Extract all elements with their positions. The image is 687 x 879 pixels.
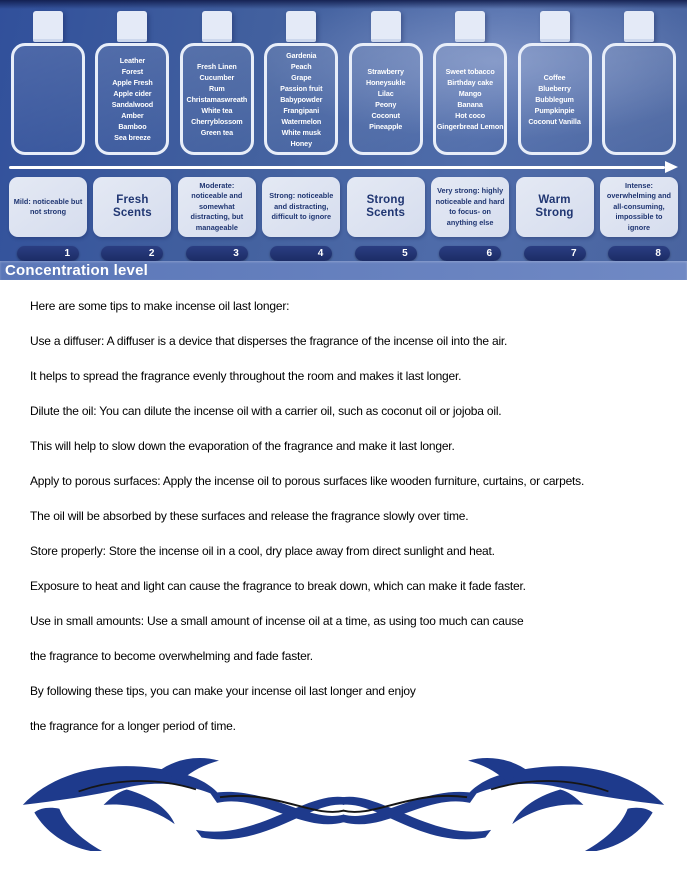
scent-name: Apple Fresh [112,78,153,87]
tips-section [0,280,687,736]
scent-name: Pumpkinpie [534,105,575,115]
level-number-pill [17,246,79,261]
scent-list [280,50,322,149]
scent-name: Coffee [543,72,566,82]
pills-row [0,246,687,261]
scent-name: Sea breeze [114,133,151,142]
scent-name: Grape [291,72,312,82]
scent-bottle [262,11,340,155]
level-label: Strong: noticeable and distracting, difficult to ignore [269,191,334,222]
level-number: 8 [655,248,661,259]
level-number-pill [608,246,670,261]
bottle-cap-icon [455,11,485,42]
scent-bottle [178,11,256,155]
scent-bottle [431,11,509,155]
pill-column [93,246,171,261]
scent-name: Amber [121,111,144,120]
level-column [600,177,678,237]
tip-line: the fragrance to become overwhelming and fade faster. [30,649,313,663]
bottle-body [264,43,338,155]
scent-name: Babypowder [280,94,323,104]
scent-name: Bubblegum [535,94,574,104]
bottle-cap-icon [33,11,63,42]
scent-name: Blueberry [538,83,571,93]
bottle-cap-icon [286,11,316,42]
arrow-right-icon [0,161,687,173]
level-number: 2 [148,248,155,259]
scent-name: Frangipani [283,105,320,115]
scent-name: Hot coco [455,111,486,120]
scent-list [437,66,504,132]
level-column [516,177,594,237]
scent-name: Passion fruit [280,83,323,93]
bottle-cap-icon [202,11,232,42]
tip-line: Here are some tips to make incense oil last longer: [30,299,290,313]
scent-list [528,72,580,127]
tip-line: This will help to slow down the evaporation of the fragrance and make it last longer. [30,439,455,453]
bottle-body [11,43,85,155]
level-label: Warm Strong [535,194,574,219]
level-number: 4 [317,248,324,259]
pill-column [262,246,340,261]
bottle-cap-icon [624,11,654,42]
tip-line: The oil will be absorbed by these surfaces and release the fragrance slowly over time. [30,509,469,523]
level-column [9,177,87,237]
bottle-body [602,43,676,155]
scent-name: Gingerbread Lemon [436,122,504,131]
scent-bottle [93,11,171,155]
scent-name: Green tea [200,127,233,137]
scent-name: White tea [201,105,233,115]
scent-name: Banana [457,100,483,109]
scent-name: Christamaswreath [186,94,248,104]
bottle-cap-icon [117,11,147,42]
fragrance-scale-banner [0,0,687,280]
tip-line: Apply to porous surfaces: Apply the incense oil to porous surfaces like wooden furniture, curtains, or carpets. [30,474,585,488]
scent-name: Mango [458,89,482,98]
tribal-divider [0,751,687,856]
bottle-body [180,43,254,155]
scent-name: Sandalwood [111,100,154,109]
scent-name: Lilac [377,89,394,98]
tip-line: Store properly: Store the incense oil in a cool, dry place away from direct sunlight and heat. [30,544,495,558]
levels-row [0,177,687,237]
tip-line: Exposure to heat and light can cause the fragrance to break down, which can make it fade faster. [30,579,526,593]
scent-name: Birthday cake [447,78,494,87]
scent-list [366,66,405,132]
level-number-pill [524,246,586,261]
level-box [9,177,87,237]
pill-column [178,246,256,261]
scent-name: Gardenia [286,50,317,60]
scent-name: White musk [281,127,321,137]
level-number: 5 [402,248,408,259]
level-number-pill [101,246,163,261]
bottles-row [0,0,687,155]
level-box [516,177,594,237]
bottle-cap-icon [371,11,401,42]
scent-name: Coconut [371,111,400,120]
scent-name: Sweet tobacco [445,67,495,76]
scent-name: Bamboo [118,122,147,131]
concentration-axis-strip [0,261,687,280]
scent-bottle [600,11,678,155]
pill-column [431,246,509,261]
scent-name: Leather [119,56,146,65]
level-box [178,177,256,237]
concentration-label: Concentration level [5,262,148,279]
level-number: 1 [64,248,70,259]
pill-column [347,246,425,261]
scent-name: Rum [209,83,225,93]
scent-bottle [347,11,425,155]
scent-name: Peony [375,100,397,109]
tribal-divider-icon [0,751,687,851]
tip-line: Use a diffuser: A diffuser is a device that disperses the fragrance of the incense oil into the air. [30,334,508,348]
scent-name: Fresh Linen [197,61,237,71]
level-label: Fresh Scents [112,194,152,219]
tip-line: the fragrance for a longer period of time. [30,719,236,733]
bottle-cap-icon [540,11,570,42]
scent-bottle [9,11,87,155]
scent-name: Honeysukle [366,78,406,87]
scent-name: Coconut Vanilla [528,116,581,126]
scent-name: Apple cider [113,89,152,98]
tip-line: Dilute the oil: You can dilute the incense oil with a carrier oil, such as coconut oil or jojoba oil. [30,404,502,418]
tip-line: By following these tips, you can make your incense oil last longer and enjoy [30,684,416,698]
level-column [262,177,340,237]
scent-list [186,61,247,138]
scent-bottle [516,11,594,155]
level-column [93,177,171,237]
level-number-pill [270,246,332,261]
level-number: 6 [486,248,493,259]
level-number: 7 [570,248,577,259]
level-box [93,177,171,237]
arrow-head [665,161,678,173]
level-label: Mild: noticeable but not strong [13,196,83,216]
level-column [178,177,256,237]
scent-name: Forest [121,67,144,76]
level-column [431,177,509,237]
level-label: Intense: overwhelming and all-consuming, impossible to ignore [606,180,671,232]
pill-column [516,246,594,261]
scent-name: Strawberry [367,67,404,76]
level-column [347,177,425,237]
scent-name: Cherryblossom [191,116,243,126]
scent-name: Watermelon [281,116,322,126]
arrow-line [9,166,665,169]
bottle-body [349,43,423,155]
level-number-pill [355,246,417,261]
level-box [347,177,425,237]
level-label: Very strong: highly noticeable and hard to focus- on anything else [435,186,505,227]
scent-name: Honey [290,138,312,148]
scent-list [112,55,153,143]
level-box [262,177,340,237]
pill-column [600,246,678,261]
level-box [600,177,678,237]
tip-line: It helps to spread the fragrance evenly throughout the room and makes it last longer. [30,369,462,383]
level-number-pill [439,246,501,261]
scent-name: Pineapple [369,122,403,131]
bottle-body [95,43,169,155]
bottle-body [433,43,507,155]
tip-line: Use in small amounts: Use a small amount of incense oil at a time, as using too much can cause [30,614,524,628]
level-label: Strong Scents [366,194,406,219]
bottle-body [518,43,592,155]
level-number: 3 [233,248,239,259]
level-box [431,177,509,237]
scent-name: Cucumber [199,72,235,82]
level-label: Moderate: noticeable and somewhat distracting, but manageable [190,180,244,232]
level-number-pill [186,246,248,261]
pill-column [9,246,87,261]
scent-name: Peach [290,61,312,71]
